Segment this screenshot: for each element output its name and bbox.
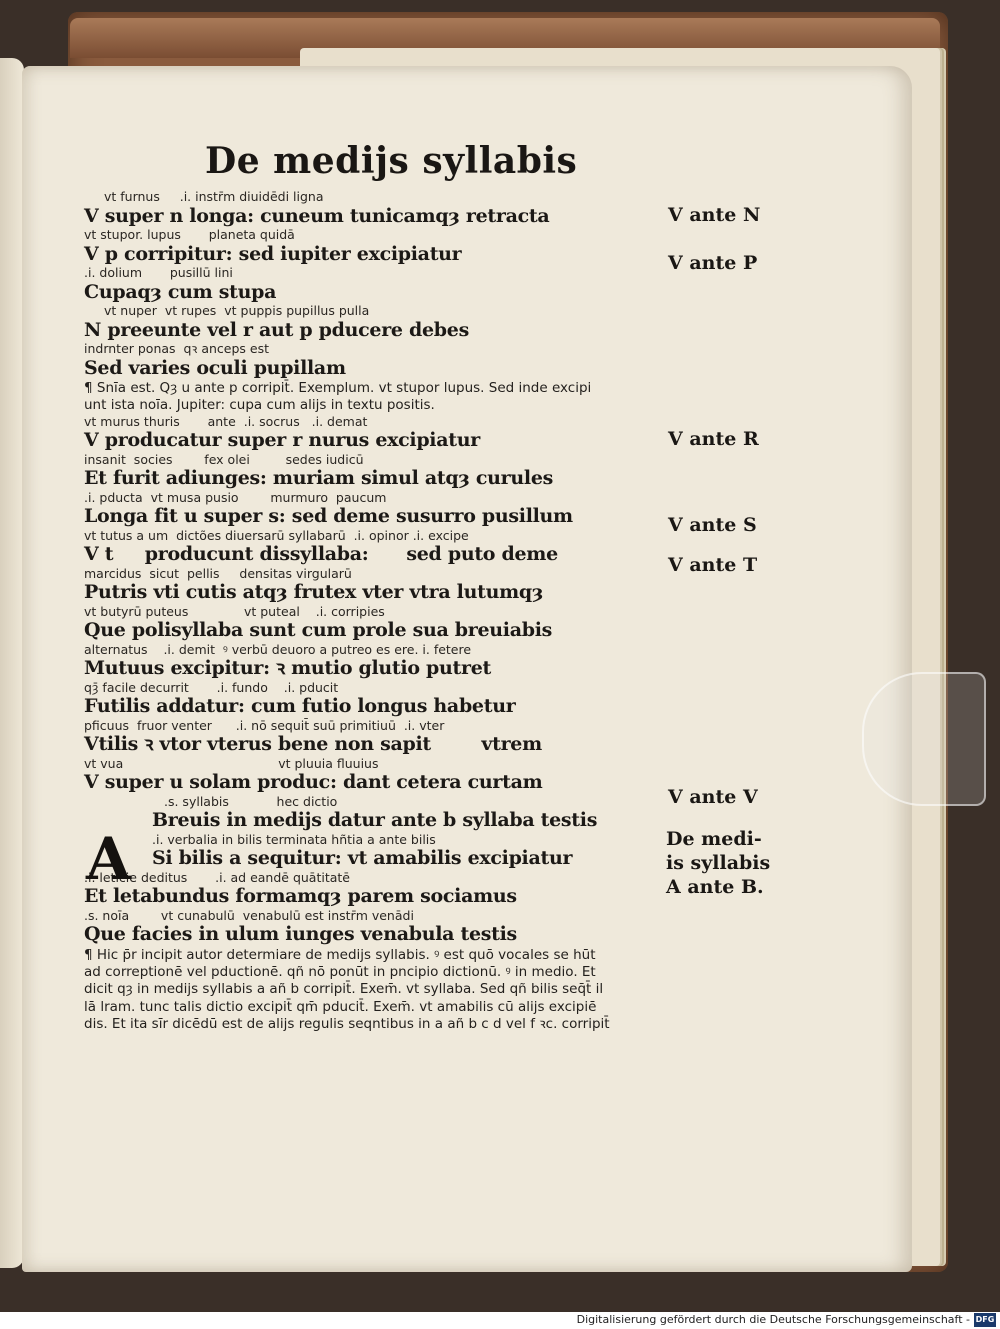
- commentary-line: ad correptionē vel pductionē. qñ nō ponūt in pncipio dictionū. ꝰ in medio. Et: [84, 963, 596, 980]
- gloss-line: .s. noīa vt cunabulū venabulū est instr̄m venādi: [84, 907, 414, 923]
- gloss-line: vt furnus .i. instr̄m diuidēdi ligna: [104, 189, 324, 204]
- verse-line: Que polisyllaba sunt cum prole sua breuiabis: [84, 619, 553, 642]
- verse-line: Futilis addatur: cum futio longus habetur: [84, 695, 516, 718]
- margin-note: V ante S: [668, 514, 757, 536]
- margin-note: V ante P: [668, 252, 758, 274]
- footer-bar: [0, 1312, 1000, 1329]
- verse-line: Cupaqȝ cum stupa: [84, 280, 277, 303]
- gloss-line: vt murus thuris ante .i. socrus .i. demat: [84, 413, 368, 429]
- margin-note: is syllabis: [666, 852, 771, 874]
- gloss-line: vt nuper vt rupes vt puppis pupillus pulla: [104, 303, 370, 318]
- commentary-line: ¶ Hic p̄r incipit autor determiare de medijs syllabis. ꝰ est quō vocales se hūt: [84, 946, 596, 963]
- page-clip: [862, 672, 986, 806]
- margin-note: V ante R: [668, 428, 759, 450]
- verse-line: V producatur super r nurus excipiatur: [84, 429, 480, 452]
- gloss-line: .i. leticie deditus .i. ad eandē quātitatē: [84, 869, 350, 885]
- gloss-line: qȝ̄ facile decurrit .i. fundo .i. pducit: [84, 679, 339, 695]
- gloss-line: .i. verbalia in bilis terminata hñtia a ante bilis: [152, 831, 436, 847]
- running-title: De medijs syllabis: [205, 140, 578, 182]
- margin-note: V ante V: [668, 786, 758, 808]
- verse-line: Breuis in medijs datur ante b syllaba testis: [152, 809, 598, 832]
- gloss-line: .i. pducta vt musa pusio murmuro paucum: [84, 489, 387, 505]
- verse-line: V super n longa: cuneum tunicamqȝ retracta: [84, 204, 550, 227]
- verse-line: Vtilis ꝛ vtor vterus bene non sapit vtrem: [84, 733, 542, 756]
- commentary-line: dicit qȝ in medijs syllabis a añ b corripit̄. Exem̄. vt syllaba. Sed qñ bilis seq̄t̄ il: [84, 981, 604, 998]
- verse-line: V t producunt dissyllaba: sed puto deme: [84, 543, 558, 566]
- commentary-line: ¶ Snīa est. Qȝ u ante p corripit̄. Exemplum. vt stupor lupus. Sed inde excipi: [84, 380, 592, 396]
- gloss-line: vt butyrū puteus vt puteal .i. corripies: [84, 603, 385, 619]
- verse-line: Que facies in ulum iunges venabula testis: [84, 923, 517, 946]
- gloss-line: pficuus fruor venter .i. nō sequit̄ suū primitiuū .i. vter: [84, 717, 445, 733]
- margin-note: De medi-: [666, 828, 762, 850]
- verse-line: N preeunte vel r aut p pducere debes: [84, 318, 469, 341]
- verse-line: V super u solam produc: dant cetera curtam: [84, 771, 543, 794]
- verse-line: Sed varies oculi pupillam: [84, 356, 346, 379]
- gloss-line: .s. syllabis hec dictio: [164, 793, 338, 809]
- gloss-line: insanit socies fex olei sedes iudicū: [84, 451, 364, 467]
- verse-line: Et letabundus formamqȝ parem sociamus: [84, 885, 517, 908]
- gloss-line: alternatus .i. demit ꝰ verbū deuoro a putreo es ere. i. fetere: [84, 641, 472, 657]
- verse-line: Mutuus excipitur: ꝛ mutio glutio putret: [84, 657, 491, 680]
- gloss-line: marcidus sicut pellis densitas virgularū: [84, 565, 352, 581]
- verse-line: Si bilis a sequitur: vt amabilis excipiatur: [152, 847, 573, 870]
- dfg-logo[interactable]: DFG: [974, 1313, 996, 1327]
- verse-line: Et furit adiunges: muriam simul atqȝ curules: [84, 467, 553, 490]
- footer-credit: Digitalisierung gefördert durch die Deutsche Forschungsgemeinschaft -: [576, 1313, 970, 1326]
- gloss-line: .i. dolium pusillū lini: [84, 265, 233, 280]
- gloss-line: vt stupor. lupus planeta quidā: [84, 227, 295, 242]
- margin-note: V ante T: [668, 554, 758, 576]
- decorated-initial: A: [86, 825, 132, 893]
- verse-line: Longa fit u super s: sed deme susurro pusillum: [84, 505, 573, 528]
- gloss-line: vt tutus a um dictões diuersarū syllabarū .i. opinor .i. excipe: [84, 527, 469, 543]
- verse-line: Putris vti cutis atqȝ frutex vter vtra lutumqȝ: [84, 581, 544, 604]
- gloss-line: vt vua vt pluuia fluuius: [84, 755, 379, 771]
- margin-note: V ante N: [668, 204, 761, 226]
- verse-line: V p corripitur: sed iupiter excipiatur: [84, 242, 462, 265]
- gloss-line: indrnter ponas qꝛ anceps est: [84, 341, 270, 356]
- left-page-edge: [0, 58, 24, 1268]
- commentary-line: lā lram. tunc talis dictio excipit̄ qm̄ pducit̄. Exem̄. vt amabilis cū alijs excipiē: [84, 998, 597, 1015]
- commentary-line: dis. Et ita sīr dicēdū est de alijs regulis seqntibus in a añ b c d vel f ꝛc. corripit̄: [84, 1015, 610, 1032]
- commentary-line: unt ista noīa. Jupiter: cupa cum alijs in textu positis.: [84, 397, 435, 414]
- margin-note: A ante B.: [666, 876, 764, 898]
